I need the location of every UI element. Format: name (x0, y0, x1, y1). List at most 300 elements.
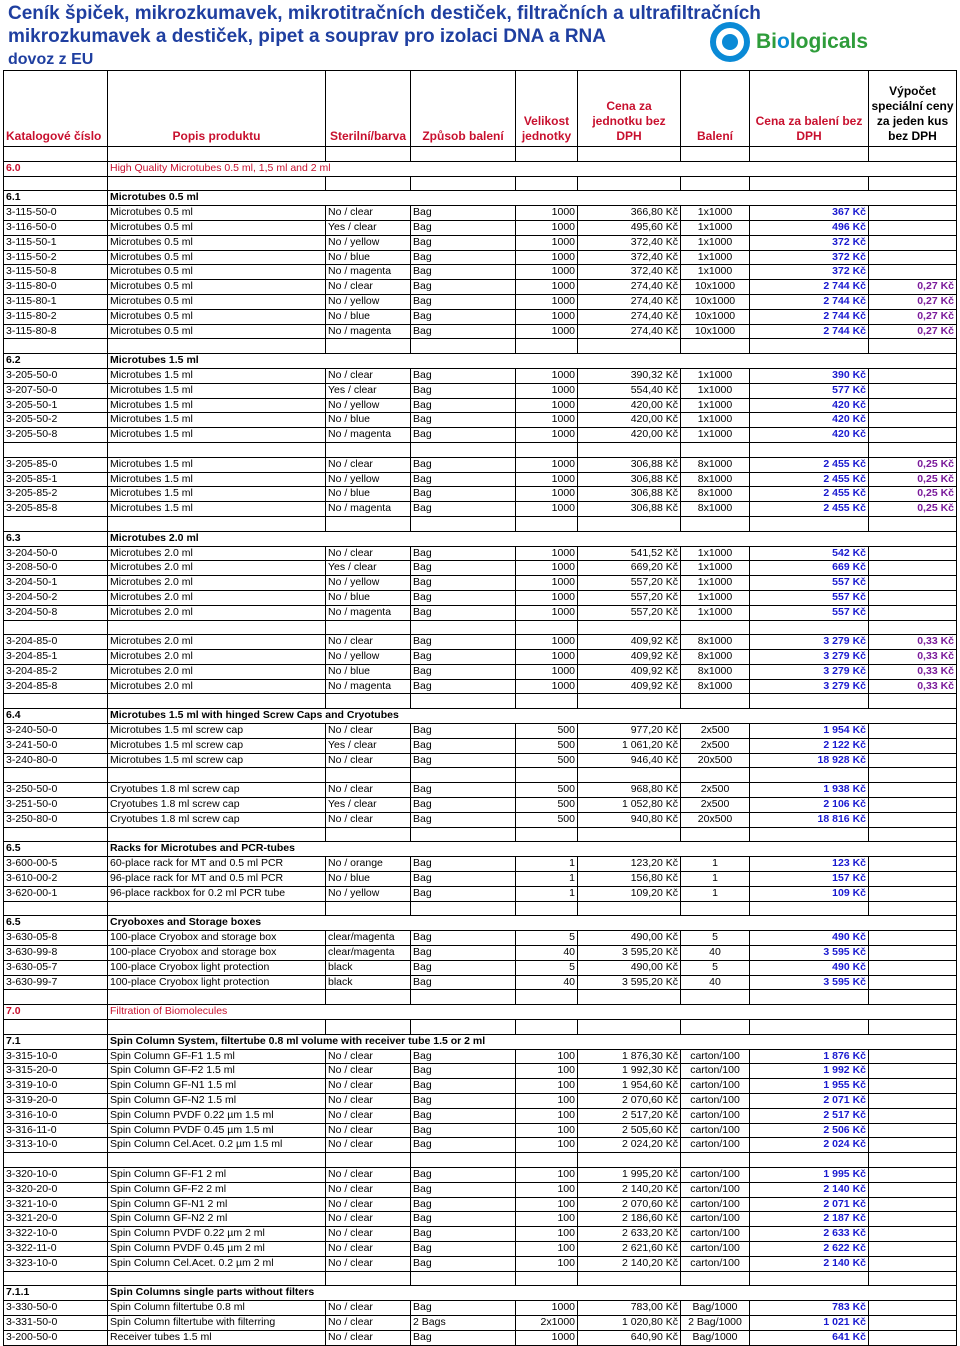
per-piece-price: 0,25 Kč (869, 457, 957, 472)
catalog-number: 3-204-85-0 (4, 635, 108, 650)
table-row (4, 235, 957, 250)
sterile-color: No / clear (326, 1256, 411, 1271)
section-header-row (4, 916, 957, 931)
sterile-color: No / clear (326, 812, 411, 827)
packing-type: Bag (411, 1241, 516, 1256)
unit-price: 1 954,60 Kč (578, 1079, 681, 1094)
package-price: 2 071 Kč (750, 1094, 869, 1109)
table-row (4, 679, 957, 694)
per-piece-price (869, 576, 957, 591)
description: 100-place Cryobox and storage box (108, 931, 326, 946)
description: Microtubes 1.5 ml (108, 457, 326, 472)
title-line-2: mikrozkumavek a destiček, pipet a souprav pro izolaci DNA a RNA (8, 26, 606, 47)
spacer-row (4, 339, 957, 354)
package-price: 641 Kč (750, 1330, 869, 1345)
spacer-row (4, 694, 957, 709)
unit-price: 3 595,20 Kč (578, 946, 681, 961)
description: Microtubes 1.5 ml (108, 368, 326, 383)
sterile-color: No / clear (326, 635, 411, 650)
table-row (4, 783, 957, 798)
packing-type: Bag (411, 457, 516, 472)
catalog-number: 3-204-85-1 (4, 650, 108, 665)
description: Microtubes 2.0 ml (108, 605, 326, 620)
description: Microtubes 1.5 ml screw cap (108, 753, 326, 768)
description: Microtubes 2.0 ml (108, 664, 326, 679)
unit-size: 40 (516, 975, 578, 990)
unit-size: 1000 (516, 413, 578, 428)
description: Microtubes 0.5 ml (108, 265, 326, 280)
catalog-number: 3-319-20-0 (4, 1094, 108, 1109)
unit-price: 640,90 Kč (578, 1330, 681, 1345)
unit-price: 409,92 Kč (578, 664, 681, 679)
unit-size: 100 (516, 1049, 578, 1064)
package-price: 2 633 Kč (750, 1227, 869, 1242)
per-piece-price (869, 413, 957, 428)
packing-type: Bag (411, 1212, 516, 1227)
sterile-color: Yes / clear (326, 220, 411, 235)
description: Spin Column GF-N1 1.5 ml (108, 1079, 326, 1094)
col-header-catalog: Katalogové číslo (4, 71, 108, 147)
section-title: Cryoboxes and Storage boxes (108, 916, 957, 931)
unit-price: 2 633,20 Kč (578, 1227, 681, 1242)
package: Bag/1000 (681, 1301, 750, 1316)
catalog-number: 3-240-80-0 (4, 753, 108, 768)
package-price: 1 021 Kč (750, 1315, 869, 1330)
sterile-color: No / blue (326, 413, 411, 428)
package-price: 1 992 Kč (750, 1064, 869, 1079)
package-price: 2 622 Kč (750, 1241, 869, 1256)
unit-size: 1000 (516, 487, 578, 502)
package: carton/100 (681, 1064, 750, 1079)
packing-type: Bag (411, 635, 516, 650)
sterile-color: No / orange (326, 857, 411, 872)
spacer-row (4, 516, 957, 531)
sterile-color: black (326, 975, 411, 990)
package-price: 2 071 Kč (750, 1197, 869, 1212)
package-price: 2 024 Kč (750, 1138, 869, 1153)
sterile-color: Yes / clear (326, 738, 411, 753)
packing-type: Bag (411, 1256, 516, 1271)
catalog-number: 3-315-10-0 (4, 1049, 108, 1064)
sterile-color: No / blue (326, 309, 411, 324)
catalog-number: 3-204-50-2 (4, 590, 108, 605)
catalog-number: 3-115-50-0 (4, 206, 108, 221)
description: Microtubes 2.0 ml (108, 576, 326, 591)
description: Microtubes 0.5 ml (108, 250, 326, 265)
section-number: 6.5 (4, 916, 108, 931)
per-piece-price (869, 1167, 957, 1182)
unit-price: 274,40 Kč (578, 294, 681, 309)
table-row (4, 931, 957, 946)
description: Spin Column Cel.Acet. 0.2 µm 1.5 ml (108, 1138, 326, 1153)
package: carton/100 (681, 1079, 750, 1094)
sterile-color: No / clear (326, 457, 411, 472)
description: 60-place rack for MT and 0.5 ml PCR (108, 857, 326, 872)
packing-type: Bag (411, 1330, 516, 1345)
section-number: 6.5 (4, 842, 108, 857)
description: Microtubes 2.0 ml (108, 635, 326, 650)
catalog-number: 3-322-11-0 (4, 1241, 108, 1256)
packing-type: Bag (411, 1167, 516, 1182)
unit-price: 409,92 Kč (578, 635, 681, 650)
package: 40 (681, 946, 750, 961)
sterile-color: No / magenta (326, 324, 411, 339)
sterile-color: No / clear (326, 1301, 411, 1316)
unit-size: 1000 (516, 457, 578, 472)
unit-size: 40 (516, 946, 578, 961)
description: Microtubes 1.5 ml (108, 502, 326, 517)
package: 1x1000 (681, 413, 750, 428)
package: carton/100 (681, 1197, 750, 1212)
catalog-number: 3-204-50-1 (4, 576, 108, 591)
unit-size: 1000 (516, 428, 578, 443)
package: 1x1000 (681, 590, 750, 605)
per-piece-price: 0,25 Kč (869, 472, 957, 487)
catalog-number: 3-313-10-0 (4, 1138, 108, 1153)
sterile-color: No / yellow (326, 576, 411, 591)
packing-type: Bag (411, 502, 516, 517)
unit-price: 372,40 Kč (578, 235, 681, 250)
package-price: 390 Kč (750, 368, 869, 383)
package: 8x1000 (681, 457, 750, 472)
sterile-color: No / magenta (326, 428, 411, 443)
sterile-color: No / yellow (326, 398, 411, 413)
per-piece-price: 0,25 Kč (869, 487, 957, 502)
sterile-color: No / clear (326, 368, 411, 383)
section-title: Filtration of Biomolecules (108, 1005, 957, 1020)
package: 1x1000 (681, 576, 750, 591)
per-piece-price (869, 931, 957, 946)
unit-size: 1 (516, 857, 578, 872)
section-header-row (4, 354, 957, 369)
package: carton/100 (681, 1108, 750, 1123)
table-row (4, 975, 957, 990)
packing-type: Bag (411, 872, 516, 887)
package: 1x1000 (681, 265, 750, 280)
unit-size: 1000 (516, 472, 578, 487)
packing-type: Bag (411, 294, 516, 309)
unit-size: 1000 (516, 650, 578, 665)
unit-size: 100 (516, 1094, 578, 1109)
package-price: 783 Kč (750, 1301, 869, 1316)
package-price: 372 Kč (750, 235, 869, 250)
catalog-number: 3-241-50-0 (4, 738, 108, 753)
catalog-number: 3-205-85-0 (4, 457, 108, 472)
package-price: 2 455 Kč (750, 457, 869, 472)
description: 100-place Cryobox and storage box (108, 946, 326, 961)
unit-size: 2x1000 (516, 1315, 578, 1330)
unit-price: 1 992,30 Kč (578, 1064, 681, 1079)
table-row (4, 635, 957, 650)
unit-price: 306,88 Kč (578, 502, 681, 517)
package: 1x1000 (681, 250, 750, 265)
table-row (4, 280, 957, 295)
section-header-row (4, 531, 957, 546)
package-price: 557 Kč (750, 605, 869, 620)
unit-size: 5 (516, 960, 578, 975)
catalog-number: 3-200-50-0 (4, 1330, 108, 1345)
spacer-row (4, 901, 957, 916)
package-price: 2 140 Kč (750, 1182, 869, 1197)
sterile-color: No / clear (326, 1212, 411, 1227)
unit-price: 557,20 Kč (578, 590, 681, 605)
unit-price: 372,40 Kč (578, 265, 681, 280)
packing-type: Bag (411, 383, 516, 398)
package: 2x500 (681, 798, 750, 813)
description: Microtubes 1.5 ml (108, 428, 326, 443)
per-piece-price (869, 857, 957, 872)
packing-type: Bag (411, 487, 516, 502)
unit-size: 1000 (516, 383, 578, 398)
unit-price: 2 140,20 Kč (578, 1256, 681, 1271)
col-header-unit-size: Velikost jednotky (516, 71, 578, 147)
unit-price: 1 052,80 Kč (578, 798, 681, 813)
description: Microtubes 0.5 ml (108, 294, 326, 309)
table-row (4, 1079, 957, 1094)
per-piece-price (869, 872, 957, 887)
package-price: 367 Kč (750, 206, 869, 221)
table-row (4, 1301, 957, 1316)
package: carton/100 (681, 1212, 750, 1227)
packing-type: Bag (411, 546, 516, 561)
package: 20x500 (681, 812, 750, 827)
catalog-number: 3-115-80-0 (4, 280, 108, 295)
package-price: 2 122 Kč (750, 738, 869, 753)
packing-type: Bag (411, 931, 516, 946)
table-row (4, 546, 957, 561)
packing-type: Bag (411, 650, 516, 665)
page-header (0, 0, 960, 70)
table-row (4, 265, 957, 280)
unit-price: 1 061,20 Kč (578, 738, 681, 753)
col-header-package-price: Cena za balení bez DPH (750, 71, 869, 147)
table-row (4, 738, 957, 753)
package: 1 (681, 886, 750, 901)
package-price: 2 744 Kč (750, 294, 869, 309)
description: Microtubes 1.5 ml (108, 383, 326, 398)
packing-type: Bag (411, 309, 516, 324)
unit-price: 946,40 Kč (578, 753, 681, 768)
table-row (4, 605, 957, 620)
catalog-number: 3-205-50-2 (4, 413, 108, 428)
sterile-color: No / blue (326, 664, 411, 679)
package-price: 18 816 Kč (750, 812, 869, 827)
packing-type: Bag (411, 975, 516, 990)
packing-type: Bag (411, 324, 516, 339)
table-row (4, 294, 957, 309)
packing-type: Bag (411, 280, 516, 295)
sterile-color: No / clear (326, 546, 411, 561)
unit-price: 495,60 Kč (578, 220, 681, 235)
table-row (4, 1227, 957, 1242)
packing-type: Bag (411, 413, 516, 428)
packing-type: 2 Bags (411, 1315, 516, 1330)
unit-size: 1000 (516, 250, 578, 265)
table-row (4, 324, 957, 339)
sterile-color: black (326, 960, 411, 975)
sterile-color: No / blue (326, 872, 411, 887)
packing-type: Bag (411, 1227, 516, 1242)
table-row (4, 812, 957, 827)
package: 2x500 (681, 724, 750, 739)
unit-price: 557,20 Kč (578, 576, 681, 591)
package: carton/100 (681, 1049, 750, 1064)
package: carton/100 (681, 1167, 750, 1182)
package-price: 490 Kč (750, 931, 869, 946)
package-price: 372 Kč (750, 250, 869, 265)
table-row (4, 561, 957, 576)
catalog-number: 3-331-50-0 (4, 1315, 108, 1330)
sterile-color: No / clear (326, 1167, 411, 1182)
packing-type: Bag (411, 1182, 516, 1197)
unit-price: 420,00 Kč (578, 398, 681, 413)
package-price: 109 Kč (750, 886, 869, 901)
unit-size: 1000 (516, 398, 578, 413)
packing-type: Bag (411, 1301, 516, 1316)
table-row (4, 487, 957, 502)
packing-type: Bag (411, 960, 516, 975)
package: 8x1000 (681, 679, 750, 694)
catalog-number: 3-115-50-8 (4, 265, 108, 280)
catalog-number: 3-205-85-1 (4, 472, 108, 487)
catalog-number: 3-204-50-0 (4, 546, 108, 561)
unit-size: 1000 (516, 1301, 578, 1316)
unit-size: 1000 (516, 220, 578, 235)
unit-price: 490,00 Kč (578, 931, 681, 946)
section-header-row (4, 1286, 957, 1301)
package-price: 2 140 Kč (750, 1256, 869, 1271)
spacer-row (4, 147, 957, 162)
package: 2x500 (681, 738, 750, 753)
catalog-number: 3-321-20-0 (4, 1212, 108, 1227)
unit-price: 3 595,20 Kč (578, 975, 681, 990)
description: 96-place rack for MT and 0.5 ml PCR (108, 872, 326, 887)
unit-size: 1000 (516, 664, 578, 679)
packing-type: Bag (411, 812, 516, 827)
catalog-number: 3-320-20-0 (4, 1182, 108, 1197)
packing-type: Bag (411, 1197, 516, 1212)
description: 96-place rackbox for 0.2 ml PCR tube (108, 886, 326, 901)
description: Microtubes 2.0 ml (108, 650, 326, 665)
col-header-package: Balení (681, 71, 750, 147)
unit-price: 306,88 Kč (578, 472, 681, 487)
description: Microtubes 1.5 ml screw cap (108, 738, 326, 753)
package: 1x1000 (681, 368, 750, 383)
table-row (4, 1241, 957, 1256)
section-number: 6.1 (4, 191, 108, 206)
unit-size: 100 (516, 1108, 578, 1123)
section-title: Racks for Microtubes and PCR-tubes (108, 842, 957, 857)
per-piece-price (869, 1138, 957, 1153)
sterile-color: No / clear (326, 280, 411, 295)
description: Spin Column filtertube with filterring (108, 1315, 326, 1330)
per-piece-price (869, 1094, 957, 1109)
package-price: 1 955 Kč (750, 1079, 869, 1094)
description: 100-place Cryobox light protection (108, 960, 326, 975)
sterile-color: No / magenta (326, 605, 411, 620)
table-row (4, 1064, 957, 1079)
per-piece-price (869, 1256, 957, 1271)
description: Spin Column GF-N1 2 ml (108, 1197, 326, 1212)
catalog-number: 3-321-10-0 (4, 1197, 108, 1212)
package-price: 2 744 Kč (750, 324, 869, 339)
package: 8x1000 (681, 635, 750, 650)
per-piece-price (869, 428, 957, 443)
per-piece-price: 0,27 Kč (869, 309, 957, 324)
unit-size: 500 (516, 812, 578, 827)
sterile-color: No / blue (326, 250, 411, 265)
unit-price: 420,00 Kč (578, 428, 681, 443)
sterile-color: No / clear (326, 1315, 411, 1330)
unit-price: 156,80 Kč (578, 872, 681, 887)
package-price: 2 517 Kč (750, 1108, 869, 1123)
package: 8x1000 (681, 472, 750, 487)
table-row (4, 1123, 957, 1138)
sterile-color: No / magenta (326, 265, 411, 280)
sterile-color: No / yellow (326, 235, 411, 250)
unit-price: 2 186,60 Kč (578, 1212, 681, 1227)
packing-type: Bag (411, 753, 516, 768)
sterile-color: No / clear (326, 724, 411, 739)
unit-price: 557,20 Kč (578, 605, 681, 620)
section-title: Microtubes 1.5 ml (108, 354, 957, 369)
package: carton/100 (681, 1182, 750, 1197)
sterile-color: No / clear (326, 206, 411, 221)
package: carton/100 (681, 1138, 750, 1153)
table-row (4, 1108, 957, 1123)
unit-size: 500 (516, 783, 578, 798)
sterile-color: No / yellow (326, 472, 411, 487)
description: Microtubes 1.5 ml (108, 413, 326, 428)
table-row (4, 798, 957, 813)
description: Spin Column GF-N2 2 ml (108, 1212, 326, 1227)
per-piece-price (869, 753, 957, 768)
unit-size: 100 (516, 1241, 578, 1256)
table-header-row (4, 71, 957, 147)
catalog-number: 3-204-85-8 (4, 679, 108, 694)
table-row (4, 576, 957, 591)
package: 10x1000 (681, 324, 750, 339)
description: Cryotubes 1.8 ml screw cap (108, 798, 326, 813)
package-price: 3 279 Kč (750, 650, 869, 665)
package-price: 420 Kč (750, 413, 869, 428)
packing-type: Bag (411, 738, 516, 753)
catalog-number: 3-630-05-8 (4, 931, 108, 946)
catalog-number: 3-323-10-0 (4, 1256, 108, 1271)
description: Spin Column GF-F2 1.5 ml (108, 1064, 326, 1079)
package-price: 372 Kč (750, 265, 869, 280)
catalog-number: 3-205-85-2 (4, 487, 108, 502)
sterile-color: No / magenta (326, 502, 411, 517)
description: Cryotubes 1.8 ml screw cap (108, 783, 326, 798)
unit-size: 100 (516, 1227, 578, 1242)
description: Microtubes 2.0 ml (108, 561, 326, 576)
package: 1x1000 (681, 235, 750, 250)
package: 8x1000 (681, 487, 750, 502)
packing-type: Bag (411, 1094, 516, 1109)
package-price: 1 938 Kč (750, 783, 869, 798)
description: Spin Column GF-N2 1.5 ml (108, 1094, 326, 1109)
package: carton/100 (681, 1227, 750, 1242)
sterile-color: Yes / clear (326, 383, 411, 398)
per-piece-price (869, 738, 957, 753)
section-header-row (4, 842, 957, 857)
per-piece-price (869, 250, 957, 265)
per-piece-price (869, 946, 957, 961)
description: Spin Column PVDF 0.45 µm 1.5 ml (108, 1123, 326, 1138)
description: Microtubes 0.5 ml (108, 309, 326, 324)
section-title: Spin Columns single parts without filters (108, 1286, 957, 1301)
